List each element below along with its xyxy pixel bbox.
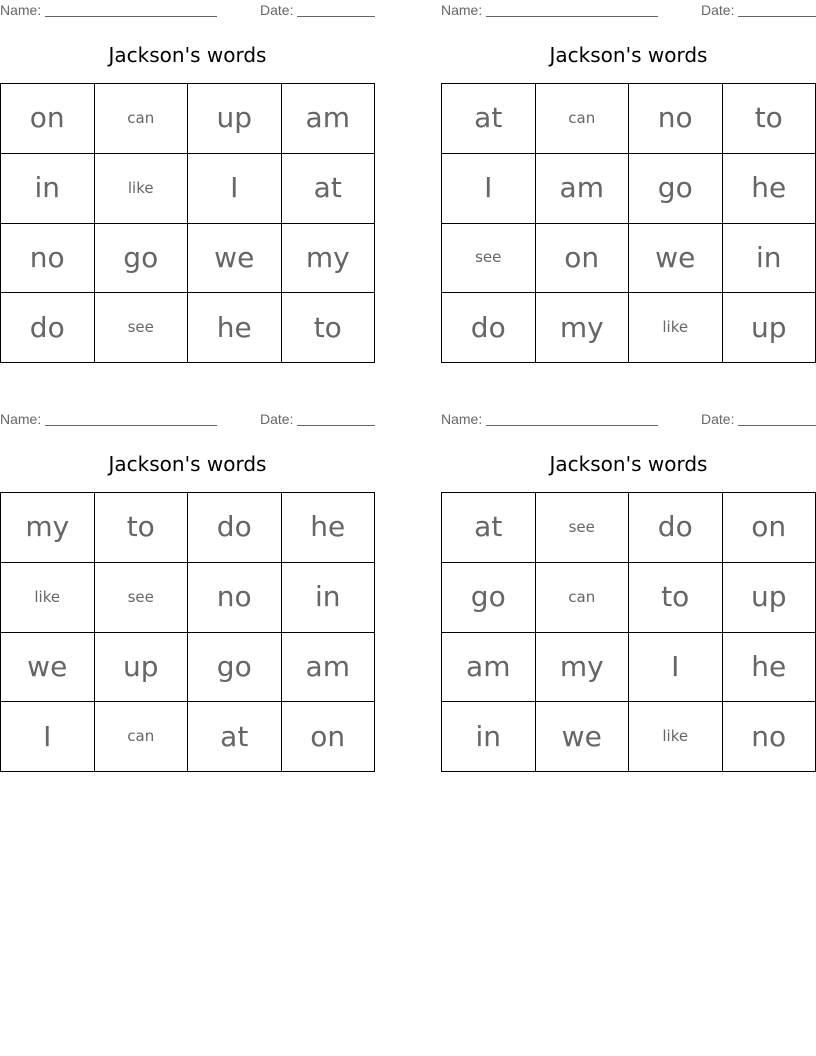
word-cell: at — [442, 84, 536, 154]
date-field-line — [297, 16, 375, 17]
word-cell: can — [536, 84, 630, 154]
word-cell: we — [629, 224, 723, 294]
word-cell: can — [95, 84, 189, 154]
word-cell: at — [442, 493, 536, 563]
word-cell: I — [1, 702, 95, 772]
word-cell: do — [629, 493, 723, 563]
word-cell: in — [723, 224, 816, 294]
word-cell: am — [282, 84, 376, 154]
word-cell: go — [188, 633, 282, 703]
date-label: Date: — [701, 2, 735, 18]
word-cell: my — [536, 633, 630, 703]
word-cell: my — [1, 493, 95, 563]
word-cell: on — [723, 493, 816, 563]
name-field-line — [45, 425, 217, 426]
word-cell: he — [723, 154, 816, 224]
word-cell: my — [282, 224, 376, 294]
word-cell: am — [282, 633, 376, 703]
word-cell: up — [95, 633, 189, 703]
card-title: Jackson's words — [549, 452, 708, 476]
word-cell: we — [188, 224, 282, 294]
word-cell: go — [95, 224, 189, 294]
word-cell: can — [95, 702, 189, 772]
word-cell: like — [1, 563, 95, 633]
word-cell: no — [723, 702, 816, 772]
date-label: Date: — [260, 411, 294, 427]
bingo-card-2 — [441, 0, 816, 344]
date-label: Date: — [701, 411, 735, 427]
word-cell: to — [629, 563, 723, 633]
word-cell: up — [188, 84, 282, 154]
card-title: Jackson's words — [549, 43, 708, 67]
word-cell: can — [536, 563, 630, 633]
word-cell: at — [282, 154, 376, 224]
word-cell: on — [282, 702, 376, 772]
bingo-card-3 — [0, 409, 375, 753]
word-cell: he — [723, 633, 816, 703]
word-cell: I — [629, 633, 723, 703]
card-header — [0, 0, 375, 22]
word-cell: to — [282, 293, 376, 363]
word-cell: in — [1, 154, 95, 224]
bingo-card-1 — [0, 0, 375, 344]
date-field-line — [297, 425, 375, 426]
word-cell: up — [723, 293, 816, 363]
word-cell: I — [442, 154, 536, 224]
card-header — [0, 409, 375, 431]
word-cell: see — [536, 493, 630, 563]
word-grid — [441, 492, 816, 772]
word-grid — [441, 83, 816, 363]
word-cell: we — [536, 702, 630, 772]
date-field-line — [738, 425, 816, 426]
word-cell: go — [442, 563, 536, 633]
word-cell: like — [629, 702, 723, 772]
word-cell: see — [442, 224, 536, 294]
name-label: Name: — [0, 2, 42, 18]
word-cell: on — [536, 224, 630, 294]
name-label: Name: — [441, 2, 483, 18]
name-field-line — [45, 16, 217, 17]
word-cell: no — [188, 563, 282, 633]
word-cell: in — [442, 702, 536, 772]
word-cell: my — [536, 293, 630, 363]
word-cell: up — [723, 563, 816, 633]
word-cell: on — [1, 84, 95, 154]
word-cell: to — [723, 84, 816, 154]
card-title: Jackson's words — [108, 43, 267, 67]
word-cell: in — [282, 563, 376, 633]
word-cell: am — [442, 633, 536, 703]
word-cell: he — [188, 293, 282, 363]
word-grid — [0, 492, 375, 772]
word-cell: at — [188, 702, 282, 772]
word-cell: see — [95, 563, 189, 633]
word-cell: see — [95, 293, 189, 363]
card-header — [441, 409, 816, 431]
name-field-line — [486, 16, 658, 17]
word-grid — [0, 83, 375, 363]
word-cell: we — [1, 633, 95, 703]
word-cell: like — [629, 293, 723, 363]
word-cell: no — [629, 84, 723, 154]
name-label: Name: — [441, 411, 483, 427]
word-cell: go — [629, 154, 723, 224]
date-field-line — [738, 16, 816, 17]
card-title: Jackson's words — [108, 452, 267, 476]
word-cell: do — [1, 293, 95, 363]
card-header — [441, 0, 816, 22]
word-cell: he — [282, 493, 376, 563]
word-cell: like — [95, 154, 189, 224]
word-cell: do — [442, 293, 536, 363]
name-label: Name: — [0, 411, 42, 427]
word-cell: no — [1, 224, 95, 294]
name-field-line — [486, 425, 658, 426]
date-label: Date: — [260, 2, 294, 18]
word-cell: am — [536, 154, 630, 224]
word-cell: to — [95, 493, 189, 563]
bingo-card-4 — [441, 409, 816, 753]
word-cell: I — [188, 154, 282, 224]
word-cell: do — [188, 493, 282, 563]
